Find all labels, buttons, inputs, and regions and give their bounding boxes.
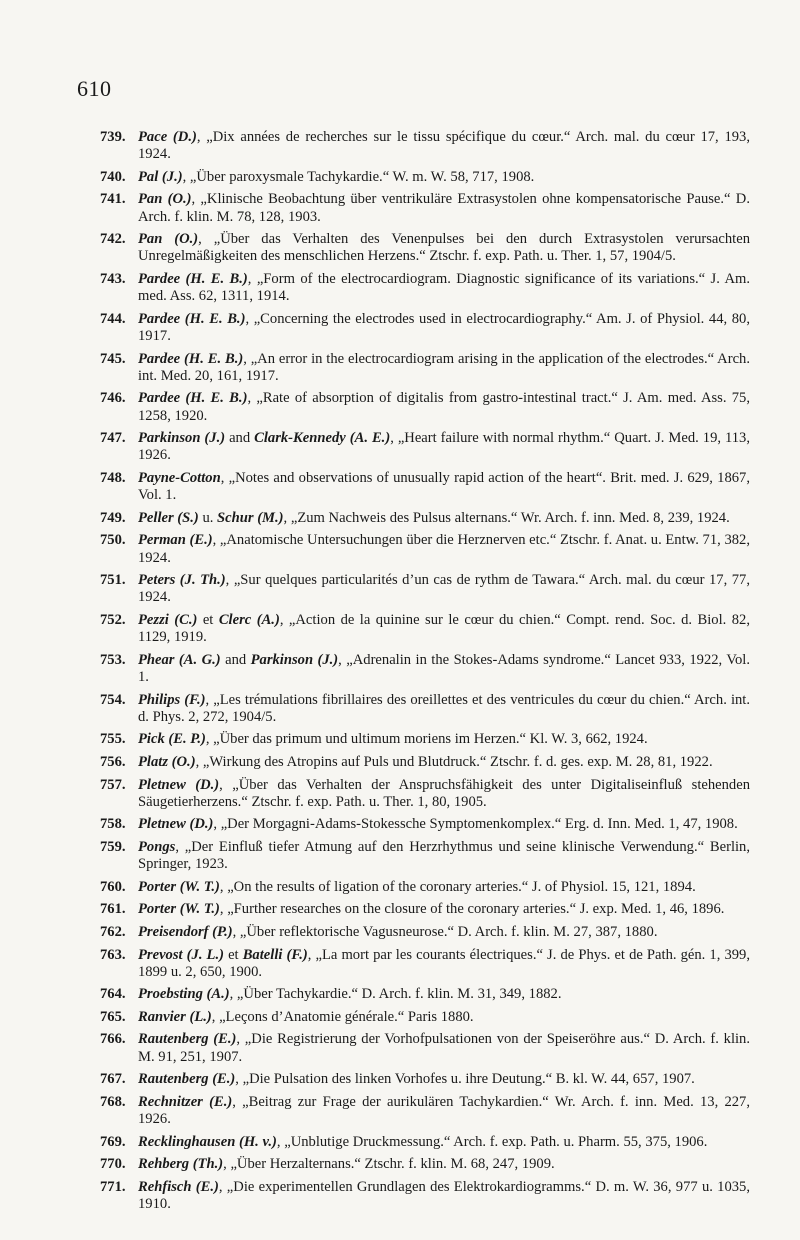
reference-author: Pace (D.): [138, 129, 197, 145]
reference-author: Rautenberg (E.): [138, 1071, 236, 1088]
reference-text: , „Über das Verhalten der Anspruchsfähigkeit des unter Digitaliseinfluß stehenden Säugetierherzens.“ Ztschr. f. exp. Path. u. Ther. 1, 80, 1905.: [138, 776, 750, 810]
reference-text: , „Adrenalin in the Stokes-Adams syndrome.“ Lancet 933, 1922, Vol. 1.: [138, 651, 751, 685]
reference-entry: [100, 1134, 750, 1151]
reference-entry: [100, 924, 750, 941]
reference-number: 767.: [100, 1071, 126, 1088]
reference-text: , „Heart failure with normal rhythm.“ Quart. J. Med. 19, 113, 1926.: [138, 430, 750, 464]
reference-author: Preisendorf (P.): [138, 923, 233, 940]
reference-text: , „Wirkung des Atropins auf Puls und Blutdruck.“ Ztschr. f. d. ges. exp. M. 28, 81, 1922.: [195, 753, 713, 770]
reference-number: 749.: [100, 509, 126, 526]
reference-entry: [100, 311, 750, 345]
reference-author: Batelli (F.): [242, 946, 308, 963]
reference-author: Peller (S.): [138, 509, 199, 526]
reference-text: , „Anatomische Untersuchungen über die Herznerven etc.“ Ztschr. f. Anat. u. Entw. 71, 382, 1924.: [138, 532, 751, 566]
reference-text: , „Über paroxysmale Tachykardie.“ W. m. W. 58, 717, 1908.: [182, 168, 535, 185]
reference-author: Ranvier (L.): [138, 1008, 212, 1025]
reference-number: 751.: [100, 572, 126, 589]
reference-entry: [100, 1156, 750, 1173]
reference-entry: [100, 839, 750, 873]
reference-entry: [100, 510, 750, 527]
reference-text: and: [220, 651, 251, 668]
reference-text: and: [225, 430, 255, 447]
reference-number: 747.: [100, 430, 126, 447]
reference-text: , „Über Tachykardie.“ D. Arch. f. klin. M. 31, 349, 1882.: [229, 986, 562, 1003]
reference-number: 760.: [100, 878, 126, 895]
reference-entry: [100, 1094, 750, 1128]
reference-text: , „Über das Verhalten des Venenpulses bei den durch Extrasystolen verursachten Unregelmäßigkeiten des menschlichen Herzens.“ Ztschr. f. exp. Path. u. Ther. 1, 57, 1904/5.: [138, 231, 750, 265]
reference-author: Perman (E.): [138, 532, 213, 549]
reference-text: , „Rate of absorption of digitalis from gastro-intestinal tract.“ J. Am. med. Ass. 75, 1258, 1920.: [138, 390, 750, 424]
page-number: 610: [77, 76, 112, 101]
reference-number: 748.: [100, 469, 126, 486]
reference-number: 771.: [100, 1178, 126, 1195]
reference-text: et: [197, 611, 219, 628]
reference-number: 766.: [100, 1031, 126, 1048]
reference-entry: [100, 470, 750, 504]
reference-entry: [100, 532, 750, 566]
reference-text: , „Notes and observations of unusually rapid action of the heart“. Brit. med. J. 629, 1867, Vol. 1.: [138, 469, 750, 504]
reference-author: Porter (W. T.): [138, 878, 220, 895]
reference-text: , „Über reflektorische Vagusneurose.“ D. Arch. f. klin. M. 27, 387, 1880.: [232, 923, 658, 940]
reference-entry: [100, 572, 750, 606]
reference-author: Pezzi (C.): [138, 611, 198, 628]
reference-entry: [100, 191, 750, 225]
reference-entry: [100, 231, 750, 265]
reference-text: , „Leçons d’Anatomie générale.“ Paris 1880.: [211, 1008, 474, 1025]
reference-text: , „Über das primum und ultimum moriens im Herzen.“ Kl. W. 3, 662, 1924.: [205, 731, 648, 748]
reference-entry: [100, 777, 750, 811]
reference-number: 742.: [100, 231, 126, 248]
reference-number: 763.: [100, 946, 126, 963]
reference-entry: [100, 129, 750, 163]
reference-text: , „On the results of ligation of the coronary arteries.“ J. of Physiol. 15, 121, 1894.: [219, 878, 696, 895]
reference-number: 744.: [100, 310, 126, 327]
reference-number: 758.: [100, 816, 126, 833]
reference-author: Parkinson (J.): [250, 651, 339, 668]
reference-author: Pletnew (D.): [138, 776, 220, 793]
reference-entry: [100, 692, 750, 726]
reference-author: Porter (W. T.): [138, 901, 220, 918]
reference-number: 759.: [100, 838, 126, 855]
reference-entry: [100, 612, 750, 646]
reference-author: Pick (E. P.): [138, 731, 206, 748]
reference-text: , „Über Herzalternans.“ Ztschr. f. klin. M. 68, 247, 1909.: [223, 1156, 555, 1173]
reference-author: Rehberg (Th.): [138, 1156, 224, 1173]
reference-author: Rehfisch (E.): [138, 1178, 219, 1195]
reference-author: Pan (O.): [138, 191, 192, 208]
reference-number: 762.: [100, 923, 126, 940]
reference-entry: [100, 390, 750, 424]
reference-author: Pardee (H. E. B.): [138, 310, 246, 327]
reference-number: 768.: [100, 1093, 126, 1110]
reference-author: Rechnitzer (E.): [138, 1093, 233, 1110]
reference-number: 755.: [100, 731, 126, 748]
reference-entry: [100, 947, 750, 981]
reference-author: Pal (J.): [138, 168, 183, 185]
reference-author: Prevost (J. L.): [138, 946, 224, 963]
reference-text: , „Die experimentellen Grundlagen des Elektrokardiogramms.“ D. m. W. 36, 977 u. 1035, 1910.: [138, 1178, 750, 1213]
reference-author: Peters (J. Th.): [138, 572, 226, 589]
reference-text: , „Zum Nachweis des Pulsus alternans.“ Wr. Arch. f. inn. Med. 8, 239, 1924.: [283, 509, 730, 526]
reference-text: , „Die Pulsation des linken Vorhofes u. ihre Deutung.“ B. kl. W. 44, 657, 1907.: [235, 1071, 695, 1088]
reference-text: , „Action de la quinine sur le cœur du chien.“ Compt. rend. Soc. d. Biol. 82, 1129, 1919.: [138, 611, 750, 646]
reference-author: Pletnew (D.): [138, 816, 214, 833]
reference-text: , „Klinische Beobachtung über ventrikuläre Extrasystolen ohne kompensatorische Pause.“ D. Arch. f. klin. M. 78, 128, 1903.: [138, 191, 750, 225]
reference-entry: [100, 1009, 750, 1026]
reference-number: 754.: [100, 691, 126, 708]
reference-author: Pan (O.): [138, 231, 199, 248]
reference-text: , „Dix années de recherches sur le tissu spécifique du cœur.“ Arch. mal. du cœur 17, 193, 1924.: [138, 129, 750, 163]
reference-text: , „Beitrag zur Frage der aurikulären Tachykardien.“ Wr. Arch. f. inn. Med. 13, 227, 1926.: [138, 1093, 751, 1128]
reference-number: 769.: [100, 1133, 126, 1150]
reference-number: 752.: [100, 611, 126, 628]
reference-author: Pongs: [138, 838, 176, 855]
reference-entry: [100, 731, 750, 748]
reference-text: u.: [198, 509, 218, 526]
reference-number: 765.: [100, 1008, 126, 1025]
reference-number: 757.: [100, 776, 126, 793]
reference-number: 741.: [100, 191, 126, 208]
reference-entry: [100, 901, 750, 918]
reference-text: , „An error in the electrocardiogram arising in the application of the electrodes.“ Arch. int. Med. 20, 161, 1917.: [138, 350, 750, 384]
reference-author: Recklinghausen (H. v.): [138, 1133, 277, 1150]
reference-entry: [100, 1071, 750, 1088]
reference-author: Phear (A. G.): [138, 651, 221, 668]
reference-number: 739.: [100, 129, 126, 145]
reference-text: , „Unblutige Druckmessung.“ Arch. f. exp. Path. u. Pharm. 55, 375, 1906.: [276, 1133, 708, 1150]
reference-number: 753.: [100, 651, 126, 668]
reference-list: [100, 129, 750, 1219]
reference-number: 770.: [100, 1156, 126, 1173]
reference-author: Clerc (A.): [218, 611, 280, 628]
reference-text: , „Die Registrierung der Vorhofpulsationen von der Speiseröhre aus.“ D. Arch. f. klin. M. 91, 251, 1907.: [138, 1031, 751, 1065]
reference-number: 761.: [100, 901, 126, 918]
reference-text: , „La mort par les courants électriques.“ J. de Phys. et de Path. gén. 1, 399, 1899 u. 2, 650, 1900.: [138, 946, 750, 980]
reference-author: Schur (M.): [217, 509, 284, 526]
reference-author: Proebsting (A.): [138, 986, 230, 1003]
reference-number: 756.: [100, 753, 126, 770]
reference-text: , „Les trémulations fibrillaires des oreillettes et des ventricules du cœur du chien.“ Arch. int. d. Phys. 2, 272, 1904/5.: [138, 691, 750, 725]
reference-author: Pardee (H. E. B.): [138, 270, 248, 287]
reference-entry: [100, 169, 750, 186]
reference-entry: [100, 754, 750, 771]
reference-author: Clark-Kennedy (A. E.): [254, 430, 391, 447]
reference-author: Pardee (H. E. B.): [138, 390, 248, 407]
reference-text: , „Further researches on the closure of the coronary arteries.“ J. exp. Med. 1, 46, 1896.: [219, 901, 725, 918]
reference-text: , „Der Einfluß tiefer Atmung auf den Herzrhythmus und seine klinische Verwendung.“ Berlin, Springer, 1923.: [138, 838, 750, 873]
reference-number: 740.: [100, 168, 126, 185]
reference-number: 746.: [100, 390, 126, 407]
reference-entry: [100, 1179, 750, 1213]
reference-number: 764.: [100, 986, 126, 1003]
reference-entry: [100, 879, 750, 896]
reference-entry: [100, 271, 750, 305]
reference-author: Philips (F.): [138, 691, 206, 708]
reference-text: , „Concerning the electrodes used in electrocardiography.“ Am. J. of Physiol. 44, 80, 1917.: [138, 310, 751, 344]
reference-entry: [100, 1031, 750, 1065]
reference-author: Pardee (H. E. B.): [138, 350, 244, 367]
reference-entry: [100, 816, 750, 833]
reference-number: 750.: [100, 532, 126, 549]
reference-entry: [100, 430, 750, 464]
reference-entry: [100, 652, 750, 686]
reference-text: et: [223, 946, 243, 963]
reference-text: , „Sur quelques particularités d’un cas de rythm de Tawara.“ Arch. mal. du cœur 17, 77, 1924.: [138, 572, 750, 606]
reference-entry: [100, 986, 750, 1003]
reference-text: , „Form of the electrocardiogram. Diagnostic significance of its variations.“ J. Am. med. Ass. 62, 1311, 1914.: [138, 270, 750, 305]
reference-number: 745.: [100, 350, 126, 367]
reference-text: , „Der Morgagni-Adams-Stokessche Symptomenkomplex.“ Erg. d. Inn. Med. 1, 47, 1908.: [213, 816, 738, 833]
reference-author: Platz (O.): [138, 753, 196, 770]
reference-number: 743.: [100, 270, 126, 287]
reference-entry: [100, 351, 750, 385]
reference-author: Payne-Cotton: [138, 469, 221, 486]
reference-author: Parkinson (J.): [138, 430, 226, 447]
reference-author: Rautenberg (E.): [138, 1031, 237, 1048]
